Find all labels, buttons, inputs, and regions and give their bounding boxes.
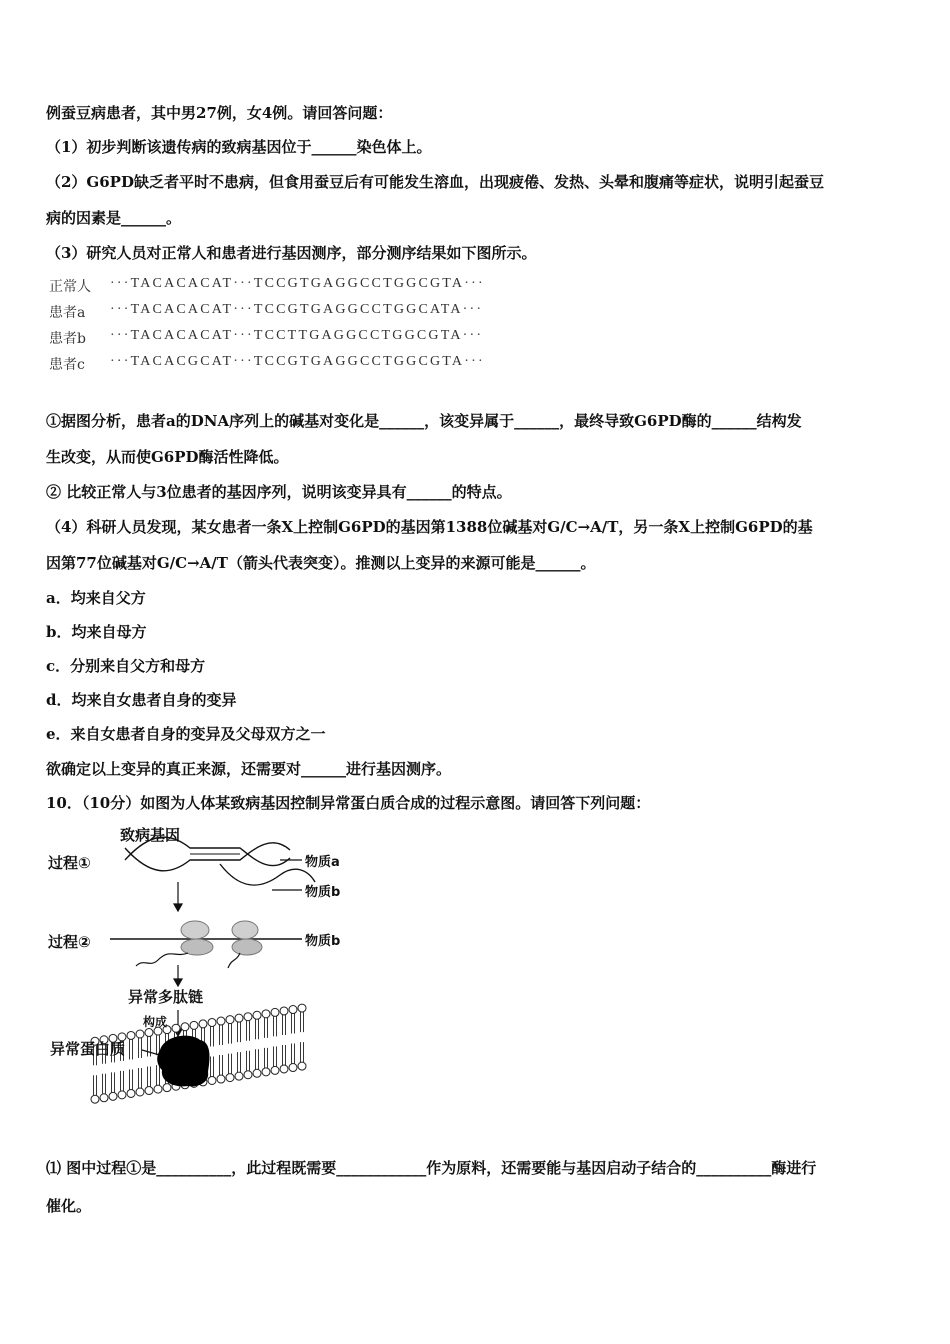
question-1: （1）初步判断该遗传病的致病基因位于______染色体上。 [46,138,432,156]
phospholipid-head [217,1017,225,1025]
seq-label-b: 患者b [49,331,86,347]
phospholipid-head [235,1072,243,1080]
text-line-1: 例蚕豆病患者，其中男27例，女4例。请回答问题： [46,104,393,122]
phospholipid-head [217,1075,225,1083]
question-2-cont: 病的因素是______。 [46,209,182,227]
label-substance-b-1: 物质b [305,885,341,900]
phospholipid-head [190,1021,198,1029]
option-e: e．来自女患者自身的变异及父母双方之一 [46,725,326,743]
phospholipid-head [199,1020,207,1028]
question-3-1: ①据图分析，患者a的DNA序列上的碱基对变化是______，该变异属于______，最终导致G6PD酶的______结构发 [46,412,802,430]
label-substance-b-2: 物质b [305,934,341,949]
question-3-2: ② 比较正常人与3位患者的基因序列，说明该变异具有______的特点。 [46,483,512,501]
seq-b: ···TACACACAT···TCCTTGAGGCCTGGCGTA··· [110,328,484,343]
question-4-cont: 因第77位碱基对G/C→A/T（箭头代表突变）。推测以上变异的来源可能是______。 [46,554,596,572]
option-b: b．均来自母方 [46,623,147,641]
phospholipid-head [271,1008,279,1016]
label-pathogenic-gene: 致病基因 [120,826,181,844]
question-10-1: ⑴ 图中过程①是__________，此过程既需要____________作为原料，还需要能与基因启动子结合的__________酶进行 [46,1159,817,1177]
phospholipid-head [289,1006,297,1014]
question-4-followup: 欲确定以上变异的真正来源，还需要对______进行基因测序。 [46,760,452,778]
phospholipid-head [262,1010,270,1018]
phospholipid-head [253,1011,261,1019]
phospholipid-head [181,1023,189,1031]
phospholipid-head [136,1088,144,1096]
seq-c: ···TACACGCAT···TCCGTGAGGCCTGGCGTA··· [110,354,485,369]
phospholipid-head [118,1091,126,1099]
phospholipid-head [163,1084,171,1092]
question-10-title: 10．（10分）如图为人体某致病基因控制异常蛋白质合成的过程示意图。请回答下列问题： [46,794,651,812]
phospholipid-head [136,1030,144,1038]
phospholipid-head [298,1062,306,1070]
phospholipid-head [226,1074,234,1082]
ribosome-1 [181,921,213,955]
phospholipid-head [109,1092,117,1100]
phospholipid-head [235,1014,243,1022]
seq-normal: ···TACACACAT···TCCGTGAGGCCTGGCGTA··· [110,276,485,291]
label-forms: 构成 [143,1015,168,1029]
phospholipid-head [262,1068,270,1076]
arrow-1 [174,882,182,911]
phospholipid-head [172,1024,180,1032]
question-3-1-cont: 生改变，从而使G6PD酶活性降低。 [46,448,289,466]
option-c: c．分别来自父方和母方 [46,657,206,675]
label-abnormal-protein: 异常蛋白质 [50,1040,126,1058]
polypeptide-1 [136,953,188,966]
label-process-2: 过程② [48,933,91,951]
phospholipid-head [271,1066,279,1074]
phospholipid-head [127,1031,135,1039]
ribosome-2 [232,921,262,955]
seq-label-c: 患者c [49,357,85,373]
phospholipid-head [100,1094,108,1102]
phospholipid-head [127,1089,135,1097]
option-a: a．均来自父方 [46,589,146,607]
phospholipid-head [91,1095,99,1103]
phospholipid-head [253,1069,261,1077]
question-10-1-cont: 催化。 [46,1197,92,1215]
phospholipid-head [208,1018,216,1026]
question-3: （3）研究人员对正常人和患者进行基因测序，部分测序结果如下图所示。 [46,244,537,262]
polypeptide-2 [228,953,240,968]
seq-label-normal: 正常人 [49,279,91,295]
phospholipid-head [154,1085,162,1093]
phospholipid-head [298,1004,306,1012]
seq-a: ···TACACACAT···TCCGTGAGGCCTGGCATA··· [110,302,484,317]
label-substance-a: 物质a [305,855,340,870]
phospholipid-head [244,1013,252,1021]
label-abnormal-polypeptide: 异常多肽链 [128,988,204,1006]
question-2: （2）G6PD缺乏者平时不患病，但食用蚕豆后有可能发生溶血，出现疲倦、发热、头晕和腹痛等症状，说明引起蚕豆 [46,173,824,191]
phospholipid-head [244,1071,252,1079]
phospholipid-head [280,1007,288,1015]
arrow-2 [174,965,182,986]
question-4: （4）科研人员发现，某女患者一条X上控制G6PD的基因第1388位碱基对G/C→A/T，另一条X上控制G6PD的基 [46,518,813,536]
phospholipid-head [208,1076,216,1084]
seq-label-a: 患者a [49,305,86,321]
label-process-1: 过程① [48,854,91,872]
abnormal-protein-blob [157,1036,209,1087]
phospholipid-head [280,1065,288,1073]
phospholipid-head [145,1087,153,1095]
phospholipid-head [289,1064,297,1072]
phospholipid-head [226,1016,234,1024]
option-d: d．均来自女患者自身的变异 [46,691,237,709]
